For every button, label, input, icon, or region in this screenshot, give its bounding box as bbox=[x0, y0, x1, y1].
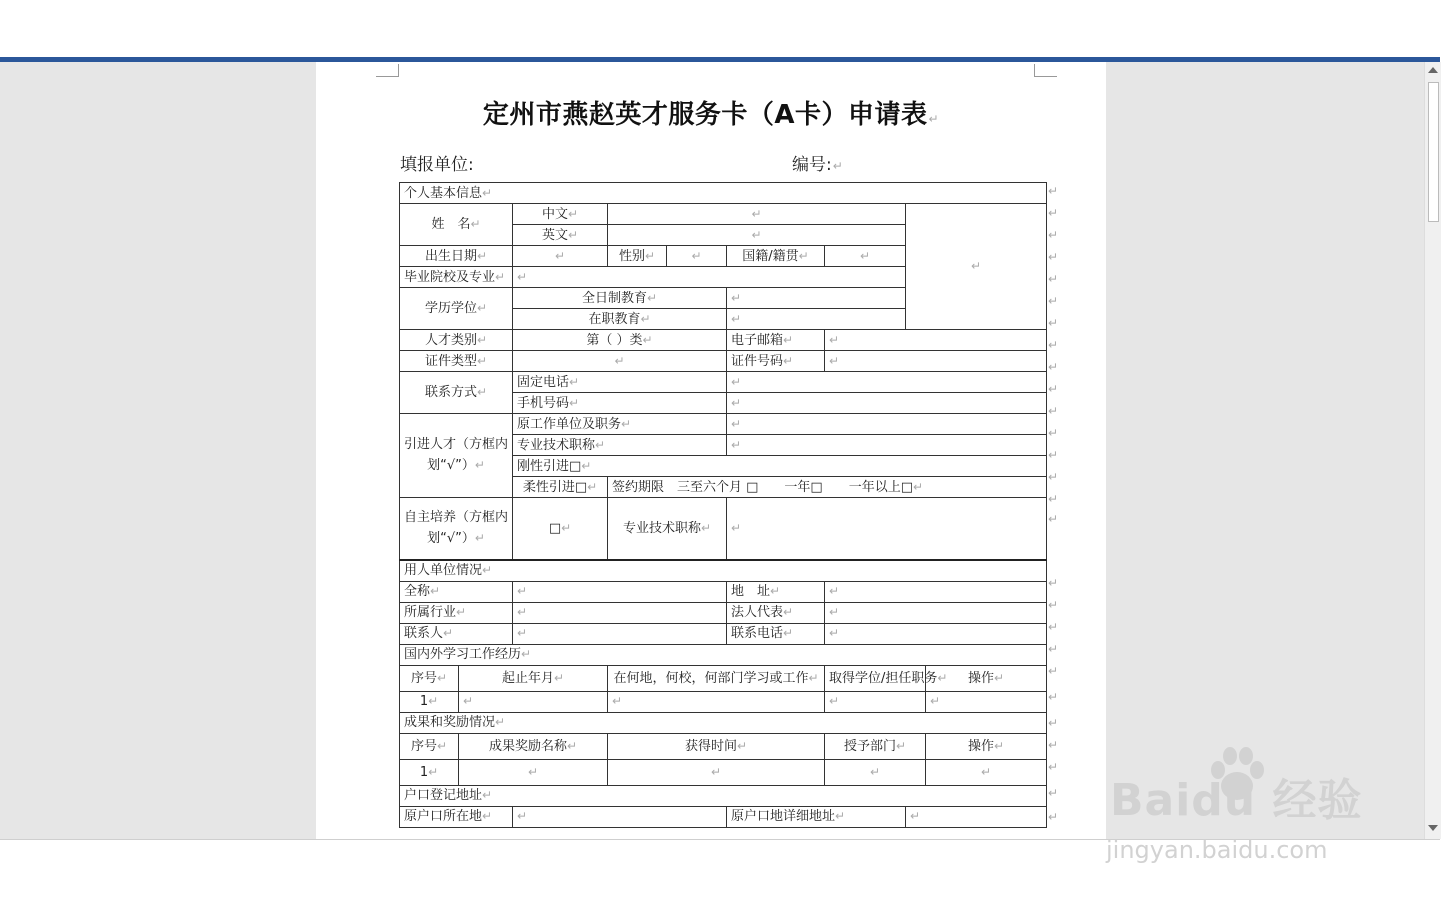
document-page[interactable] bbox=[316, 62, 1106, 839]
award-row-action[interactable]: ↵ bbox=[926, 759, 1047, 785]
margin-corner-right bbox=[1034, 64, 1057, 77]
serial-label: 编号:↵ bbox=[792, 155, 843, 175]
page-title: 定州市燕赵英才服务卡（A卡）申请表↵ bbox=[482, 100, 940, 130]
scroll-up-icon[interactable] bbox=[1428, 67, 1438, 73]
employer-section-row: 用人单位情况↵ bbox=[400, 560, 1047, 582]
fullname-label: 全称 bbox=[404, 584, 431, 599]
contact-phone-label: 联系电话 bbox=[731, 626, 784, 641]
id-number-label: 证件号码 bbox=[731, 353, 784, 369]
import-talent-label: 引进人才（方框内划“√”） bbox=[404, 437, 509, 473]
exp-row-degree[interactable]: ↵ bbox=[825, 691, 926, 712]
contact-phone-field[interactable]: ↵ bbox=[825, 623, 1047, 644]
exp-row-place[interactable]: ↵ bbox=[608, 691, 825, 712]
baidu-jingyan-watermark bbox=[1104, 742, 1364, 872]
row-end-mark: ↵ bbox=[1048, 184, 1059, 198]
orig-household-field[interactable]: ↵ bbox=[513, 806, 727, 827]
scroll-down-icon[interactable] bbox=[1428, 825, 1438, 831]
row-end-mark: ↵ bbox=[1048, 576, 1059, 590]
mobile-label: 手机号码 bbox=[517, 395, 570, 411]
experience-section-title: 国内外学习工作经历 bbox=[404, 647, 522, 662]
award-header-action: 操作 bbox=[967, 738, 994, 754]
prev-unit-label: 原工作单位及职务 bbox=[517, 416, 622, 432]
row-end-mark: ↵ bbox=[1048, 338, 1059, 352]
prof-title-label: 专业技术职称 bbox=[517, 437, 596, 453]
fill-unit-label: 填报单位: bbox=[400, 155, 474, 175]
fullname-field[interactable]: ↵ bbox=[513, 581, 727, 602]
name-en-field[interactable]: ↵ bbox=[608, 225, 906, 246]
prev-unit-field[interactable]: ↵ bbox=[727, 414, 1047, 435]
award-header-time: 获得时间 bbox=[684, 738, 737, 754]
watermark-url: jingyan.baidu.com bbox=[1106, 836, 1328, 864]
parttime-label: 在职教育 bbox=[588, 311, 641, 327]
rigid-import-option[interactable]: 刚性引进□ bbox=[517, 458, 582, 474]
row-end-mark: ↵ bbox=[1048, 512, 1059, 526]
row-end-mark: ↵ bbox=[1048, 690, 1059, 704]
school-label: 毕业院校及专业 bbox=[404, 269, 496, 285]
name-en-label: 英文 bbox=[541, 227, 568, 243]
experience-header-row: 序号↵ 起止年月↵ 在何地，何校，何部门学习或工作↵ 取得学位/担任职务↵ 操作↵ bbox=[400, 665, 1047, 691]
row-end-mark: ↵ bbox=[1048, 642, 1059, 656]
address-label: 地 址 bbox=[731, 584, 771, 599]
scroll-thumb[interactable] bbox=[1428, 82, 1439, 222]
row-end-mark: ↵ bbox=[1048, 716, 1059, 730]
birth-label: 出生日期 bbox=[424, 248, 477, 264]
orig-household-label: 原户口所在地 bbox=[404, 809, 483, 824]
watermark-brand: Baidu 经验 bbox=[1110, 775, 1363, 826]
vertical-scrollbar[interactable] bbox=[1424, 62, 1441, 839]
self-train-prof-title-label: 专业技术职称 bbox=[622, 520, 701, 536]
birth-field[interactable]: ↵ bbox=[513, 246, 608, 267]
parttime-field[interactable]: ↵ bbox=[727, 309, 906, 330]
row-end-mark: ↵ bbox=[1048, 492, 1059, 506]
id-type-field[interactable]: ↵ bbox=[513, 351, 727, 372]
landline-field[interactable]: ↵ bbox=[727, 372, 1047, 393]
award-row-dept[interactable]: ↵ bbox=[825, 759, 926, 785]
landline-label: 固定电话 bbox=[517, 374, 570, 390]
award-header-name: 成果奖励名称 bbox=[488, 738, 567, 754]
row-end-mark: ↵ bbox=[1048, 382, 1059, 396]
row-end-mark: ↵ bbox=[1048, 786, 1059, 800]
row-end-mark: ↵ bbox=[1048, 404, 1059, 418]
household-section-row: 户口登记地址↵ bbox=[400, 785, 1047, 806]
industry-field[interactable]: ↵ bbox=[513, 602, 727, 623]
mobile-field[interactable]: ↵ bbox=[727, 393, 1047, 414]
row-end-mark: ↵ bbox=[1048, 810, 1059, 824]
self-train-label: 自主培养（方框内划“√”） bbox=[404, 509, 509, 546]
nationality-field[interactable]: ↵ bbox=[825, 246, 906, 267]
exp-header-degree: 取得学位/担任职务 bbox=[829, 670, 938, 686]
flexible-import-option[interactable]: 柔性引进□ bbox=[522, 479, 588, 495]
industry-label: 所属行业 bbox=[404, 605, 457, 620]
talent-type-label: 人才类别 bbox=[424, 332, 477, 348]
id-number-field[interactable]: ↵ bbox=[825, 351, 1047, 372]
exp-header-action: 操作 bbox=[967, 670, 994, 686]
row-end-mark: ↵ bbox=[1048, 206, 1059, 220]
email-field[interactable]: ↵ bbox=[825, 330, 1047, 351]
row-end-mark: ↵ bbox=[1048, 448, 1059, 462]
exp-row-action[interactable]: ↵ bbox=[926, 691, 1047, 712]
personal-section-row: 个人基本信息↵ bbox=[400, 183, 1047, 204]
exp-row-period[interactable]: ↵ bbox=[459, 691, 608, 712]
name-cn-label: 中文 bbox=[541, 206, 568, 222]
orig-household-addr-label: 原户口地详细地址 bbox=[731, 809, 836, 824]
row-end-mark: ↵ bbox=[1048, 272, 1059, 286]
legal-rep-field[interactable]: ↵ bbox=[825, 602, 1047, 623]
contact-person-label: 联系人 bbox=[404, 626, 444, 641]
name-label: 姓 名 bbox=[431, 217, 471, 232]
row-end-mark: ↵ bbox=[1048, 620, 1059, 634]
experience-section-row: 国内外学习工作经历↵ bbox=[400, 644, 1047, 665]
name-cn-field[interactable]: ↵ bbox=[608, 204, 906, 225]
exp-header-place: 在何地，何校，何部门学习或工作 bbox=[613, 670, 809, 686]
row-end-mark: ↵ bbox=[1048, 598, 1059, 612]
row-end-mark: ↵ bbox=[1048, 360, 1059, 374]
exp-header-no: 序号 bbox=[410, 670, 437, 686]
row-end-mark: ↵ bbox=[1048, 470, 1059, 484]
row-end-mark: ↵ bbox=[1048, 738, 1059, 752]
award-header-dept: 授予部门 bbox=[843, 738, 896, 754]
award-row-name[interactable]: ↵ bbox=[459, 759, 608, 785]
school-field[interactable]: ↵ bbox=[513, 267, 906, 288]
awards-header-row: 序号↵ 成果奖励名称↵ 获得时间↵ 授予部门↵ 操作↵ bbox=[400, 733, 1047, 759]
row-end-mark: ↵ bbox=[1048, 316, 1059, 330]
awards-section-row: 成果和奖励情况↵ bbox=[400, 712, 1047, 733]
contract-period-options[interactable]: 签约期限 三至六个月 □ 一年□ 一年以上□ bbox=[612, 479, 913, 495]
legal-rep-label: 法人代表 bbox=[731, 605, 784, 620]
email-label: 电子邮箱 bbox=[731, 332, 784, 348]
self-train-prof-title-field[interactable]: ↵ bbox=[727, 498, 1047, 560]
row-end-mark: ↵ bbox=[1048, 294, 1059, 308]
orig-household-addr-field[interactable]: ↵ bbox=[906, 806, 1047, 827]
degree-label: 学历学位 bbox=[424, 301, 477, 316]
nationality-label: 国籍/籍贯 bbox=[742, 248, 799, 264]
row-end-mark: ↵ bbox=[1048, 760, 1059, 774]
id-type-label: 证件类型 bbox=[424, 353, 477, 369]
gender-label: 性别 bbox=[618, 248, 645, 264]
award-header-no: 序号 bbox=[410, 738, 437, 754]
award-row-no: 1 bbox=[419, 764, 429, 780]
row-end-mark: ↵ bbox=[1048, 250, 1059, 264]
address-field[interactable]: ↵ bbox=[825, 581, 1047, 602]
personal-section-title: 个人基本信息 bbox=[404, 185, 483, 201]
employer-section-title: 用人单位情况 bbox=[404, 563, 483, 578]
fulltime-field[interactable]: ↵ bbox=[727, 288, 906, 309]
fulltime-label: 全日制教育 bbox=[581, 290, 647, 306]
row-end-mark: ↵ bbox=[1048, 228, 1059, 242]
row-end-mark: ↵ bbox=[1048, 664, 1059, 678]
self-train-checkbox[interactable]: □ bbox=[548, 520, 562, 536]
contact-person-field[interactable]: ↵ bbox=[513, 623, 727, 644]
photo-box[interactable]: ↵ bbox=[906, 204, 1047, 330]
contact-label: 联系方式 bbox=[424, 385, 477, 400]
table-row: 1↵ ↵ ↵ ↵ ↵ bbox=[400, 691, 1047, 712]
household-section-title: 户口登记地址 bbox=[404, 788, 483, 803]
talent-type-value[interactable]: 第（ ）类 bbox=[586, 332, 643, 348]
document-workspace[interactable] bbox=[0, 62, 1424, 839]
award-row-time[interactable]: ↵ bbox=[608, 759, 825, 785]
exp-header-period: 起止年月 bbox=[501, 670, 554, 686]
margin-corner-left bbox=[376, 64, 399, 77]
awards-section-title: 成果和奖励情况 bbox=[404, 715, 496, 730]
application-form-table: 个人基本信息↵ 姓 名↵ 中文↵ ↵ ↵ 英文↵ ↵ 出生日期↵ ↵ 性别↵ ↵ 国籍/籍贯↵ ↵ 毕业院校及专业↵ ↵ 学历学位↵ 全日制教育↵ ↵ 在职教育↵ ↵ 人才类别↵ 第（ ）类↵ 电子邮箱↵ ↵ 证件类型↵ ↵ 证件号码↵ ↵ 联系方式↵ 固定电话↵ ↵ 手机号码↵ ↵ 引进人才（方框内划“√”）↵ 原工作单位及职务↵ ↵ 专业技术职称↵ ↵ 刚性引进□↵ 柔性引进□↵ 签约期限 三至六个月 □ 一年□ 一年以上□↵ 自主培养（方框内划“√”）↵ □↵ 专业技术职称↵ ↵ 用人单位情况↵ 全称↵ ↵ 地 址↵ ↵ 所属行业↵ ↵ 法人代表↵ ↵ 联系人↵ ↵ 联系电话↵ ↵ 国内外学习工作经历↵ 序号↵ 起止年月↵ 在何地，何校，何部门学习或工作↵ 取得学位/担任职务↵ 操作↵ 1↵ ↵ ↵ ↵ ↵ 成果和奖励情况↵ 序号↵ 成果奖励名称↵ 获得时间↵ 授予部门↵ 操作↵ 1↵ ↵ ↵ ↵ ↵ 户口登记地址↵ 原户口所在地↵ ↵ 原户口地详细地址↵ ↵ bbox=[399, 182, 1047, 828]
row-end-mark: ↵ bbox=[1048, 426, 1059, 440]
prof-title-field[interactable]: ↵ bbox=[727, 435, 1047, 456]
table-row: 1↵ ↵ ↵ ↵ ↵ bbox=[400, 759, 1047, 785]
exp-row-no: 1 bbox=[419, 694, 429, 709]
gender-field[interactable]: ↵ bbox=[667, 246, 727, 267]
